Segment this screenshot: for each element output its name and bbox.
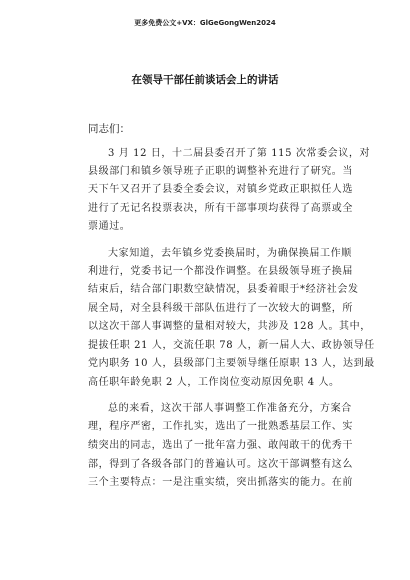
body-line: 大家知道，去年镇乡党委换届时，为确保换届工作顺 xyxy=(108,248,352,259)
header-note: 更多免费公文+VX：GlGeGongWen2024 xyxy=(134,19,276,27)
body-line: 党内职务 10 人，县级部门主要领导继任原职 13 人，达到最 xyxy=(88,358,375,369)
body-line: 天下午又召开了县委全委会议，对镇乡党政正职拟任人选 xyxy=(88,184,353,195)
body-line: 高任职年龄免职 2 人，工作岗位变动原因免职 4 人。 xyxy=(88,377,340,388)
body-line: 以这次干部人事调整的量相对较大，共涉及 128 人。其中， xyxy=(88,321,371,332)
body-line: 绩突出的同志，选出了一批年富力强、敢闯敢干的优秀干 xyxy=(88,440,353,451)
body-line: 3 月 12 日，十二届县委召开了第 115 次常委会议，对 xyxy=(108,148,371,159)
body-line: 县级部门和镇乡领导班子正职的调整补充进行了研究。当 xyxy=(88,166,353,177)
body-line: 利进行，党委书记一个都没作调整。在县级领导班子换届 xyxy=(88,266,353,277)
body-line: 部，得到了各级各部门的普遍认可。这次干部调整有这么 xyxy=(88,459,353,470)
body-line: 理，程序严密，工作扎实，选出了一批熟悉基层工作、实 xyxy=(88,421,353,432)
body-line: 票通过。 xyxy=(88,221,131,232)
body-line: 结束后，结合部门职数空缺情况，县委着眼于*经济社会发 xyxy=(88,284,359,295)
body-line: 进行了无记名投票表决，所有干部事项均获得了高票或全 xyxy=(88,203,353,214)
body-line: 展全局，对全县科级干部队伍进行了一次较大的调整，所 xyxy=(88,303,353,314)
document-title: 在领导干部任前谈话会上的讲话 xyxy=(131,74,279,86)
salutation: 同志们： xyxy=(88,123,130,135)
body-line: 提拔任职 21 人，交流任职 78 人，新一届人大、政协领导任 xyxy=(88,340,375,351)
body-line: 三个主要特点：一是注重实绩，突出抓落实的能力。在前 xyxy=(88,477,353,488)
body-line: 总的来看，这次干部人事调整工作准备充分，方案合 xyxy=(108,403,352,414)
